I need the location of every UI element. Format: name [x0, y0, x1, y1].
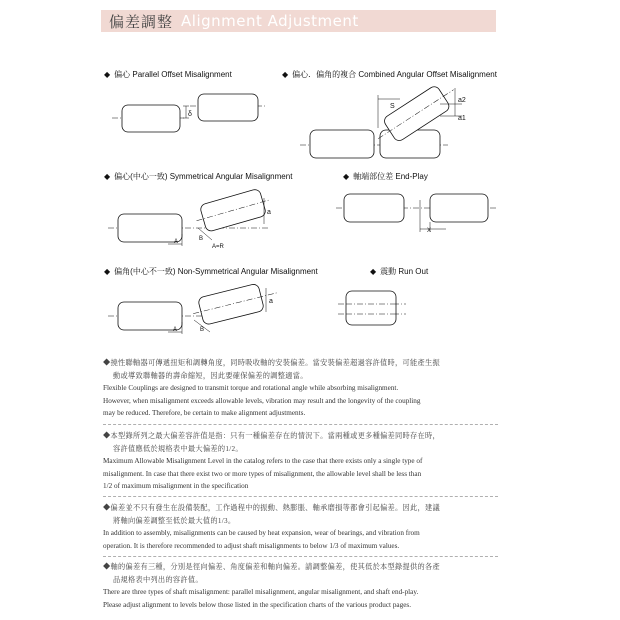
label-B-nonsym: B: [200, 327, 205, 333]
heading-parallel-offset: ◆ 偏心 Parallel Offset Misalignment: [104, 70, 232, 79]
diamond-bullet-icon: ◆: [104, 267, 111, 276]
diamond-bullet-icon: ◆: [103, 504, 111, 512]
diamond-bullet-icon: ◆: [370, 267, 377, 276]
heading-end-play: ◆ 軸端部位差 End-Play: [343, 172, 428, 181]
label-A-nonsym: A: [173, 327, 178, 333]
diamond-bullet-icon: ◆: [343, 172, 350, 181]
divider: [103, 496, 498, 497]
divider: [103, 556, 498, 557]
divider: [103, 424, 498, 425]
title-zh: 偏差調整: [109, 12, 174, 31]
label-B-sym: B: [199, 236, 204, 242]
heading-combined-angular-offset: ◆ 偏心．偏角的複合 Combined Angular Offset Misalignment: [282, 70, 497, 79]
label-s: S: [390, 103, 395, 110]
label-x: X: [427, 228, 432, 234]
diagram-parallel-offset: [112, 94, 266, 132]
diamond-bullet-icon: ◆: [282, 70, 289, 79]
diamond-bullet-icon: ◆: [103, 563, 111, 571]
label-a2: a2: [458, 97, 466, 104]
note-flexible-couplings: ◆撓性聯軸器可傳遞扭矩和調轉角度，同時吸收軸的安裝偏差。當安裝偏差超過容許值時，可能產生振 動或導致聯軸器的壽命縮短，因此要確保偏差的調整適當。 Flexible Couplings are designed to transmit torque and rotational angle while absorbing misalignment. However, when misalignment exceeds allowable levels, vibration may result and the longevity of the coupling may be reduced. Therefore, be certain to make alignment adjustments.: [103, 359, 440, 417]
label-delta: δ: [188, 111, 192, 118]
label-a1: a1: [458, 115, 466, 122]
heading-symmetrical-angular: ◆ 偏心(中心一致) Symmetrical Angular Misalignment: [104, 172, 293, 181]
diamond-bullet-icon: ◆: [104, 172, 111, 181]
heading-non-symmetrical-angular: ◆ 偏角(中心不一致) Non-Symmetrical Angular Misalignment: [104, 267, 318, 276]
diamond-bullet-icon: ◆: [103, 432, 111, 440]
note-assembly-causes: ◆偏差並不只有發生在設備裝配，工作過程中的振動、熱膨脹、軸承磨損等都會引起偏差。因此，建議 將軸向偏差調整至低於最大值的1/3。 In addition to assembly, misalignments can be caused by heat expansion, wear of bearings, and vibration from operation. It is therefore recommended to adjust shaft misalignments to below 1/3 of maximum values.: [103, 504, 440, 550]
diagram-symmetrical-angular: [108, 186, 274, 250]
diamond-bullet-icon: ◆: [103, 359, 111, 367]
diagram-run-out: [338, 291, 406, 325]
label-AeqB: A=R: [212, 244, 224, 250]
diamond-bullet-icon: ◆: [104, 70, 111, 79]
title-en: Alignment Adjustment: [181, 12, 359, 30]
heading-run-out: ◆ 震動 Run Out: [370, 267, 429, 276]
diagram-combined-angular-offset: [300, 78, 466, 158]
label-a-sym: a: [267, 209, 271, 216]
label-a-nonsym: a: [269, 298, 273, 305]
note-three-types: ◆軸的偏差有三種，分別是徑向偏差、角度偏差和軸向偏差。請調整偏差，使其低於本型錄提供的各產 品規格表中列出的容許值。 There are three types of shaft misalignment: parallel misalignment, angular misalignment, and shaft end-play. Please adjust alignment to levels below those listed in the specification charts of the various product pages.: [103, 563, 440, 609]
diagram-end-play: [336, 194, 496, 234]
label-A-sym: A: [174, 239, 179, 245]
note-maximum-allowable: ◆本型錄所列之最大偏差容許值是指：只有一種偏差存在的情況下。當兩種或更多種偏差同時存在時， 容許值應低於規格表中最大偏差的1/2。 Maximum Allowable Misalignment Level in the catalog refers to the case that there exists only a single type of misalignment. In case that there exist two or more types of misalignment, the allowable level shall be less than 1/2 of maximum misalignment in the specification: [103, 432, 440, 490]
diagram-non-symmetrical-angular: [108, 279, 280, 334]
